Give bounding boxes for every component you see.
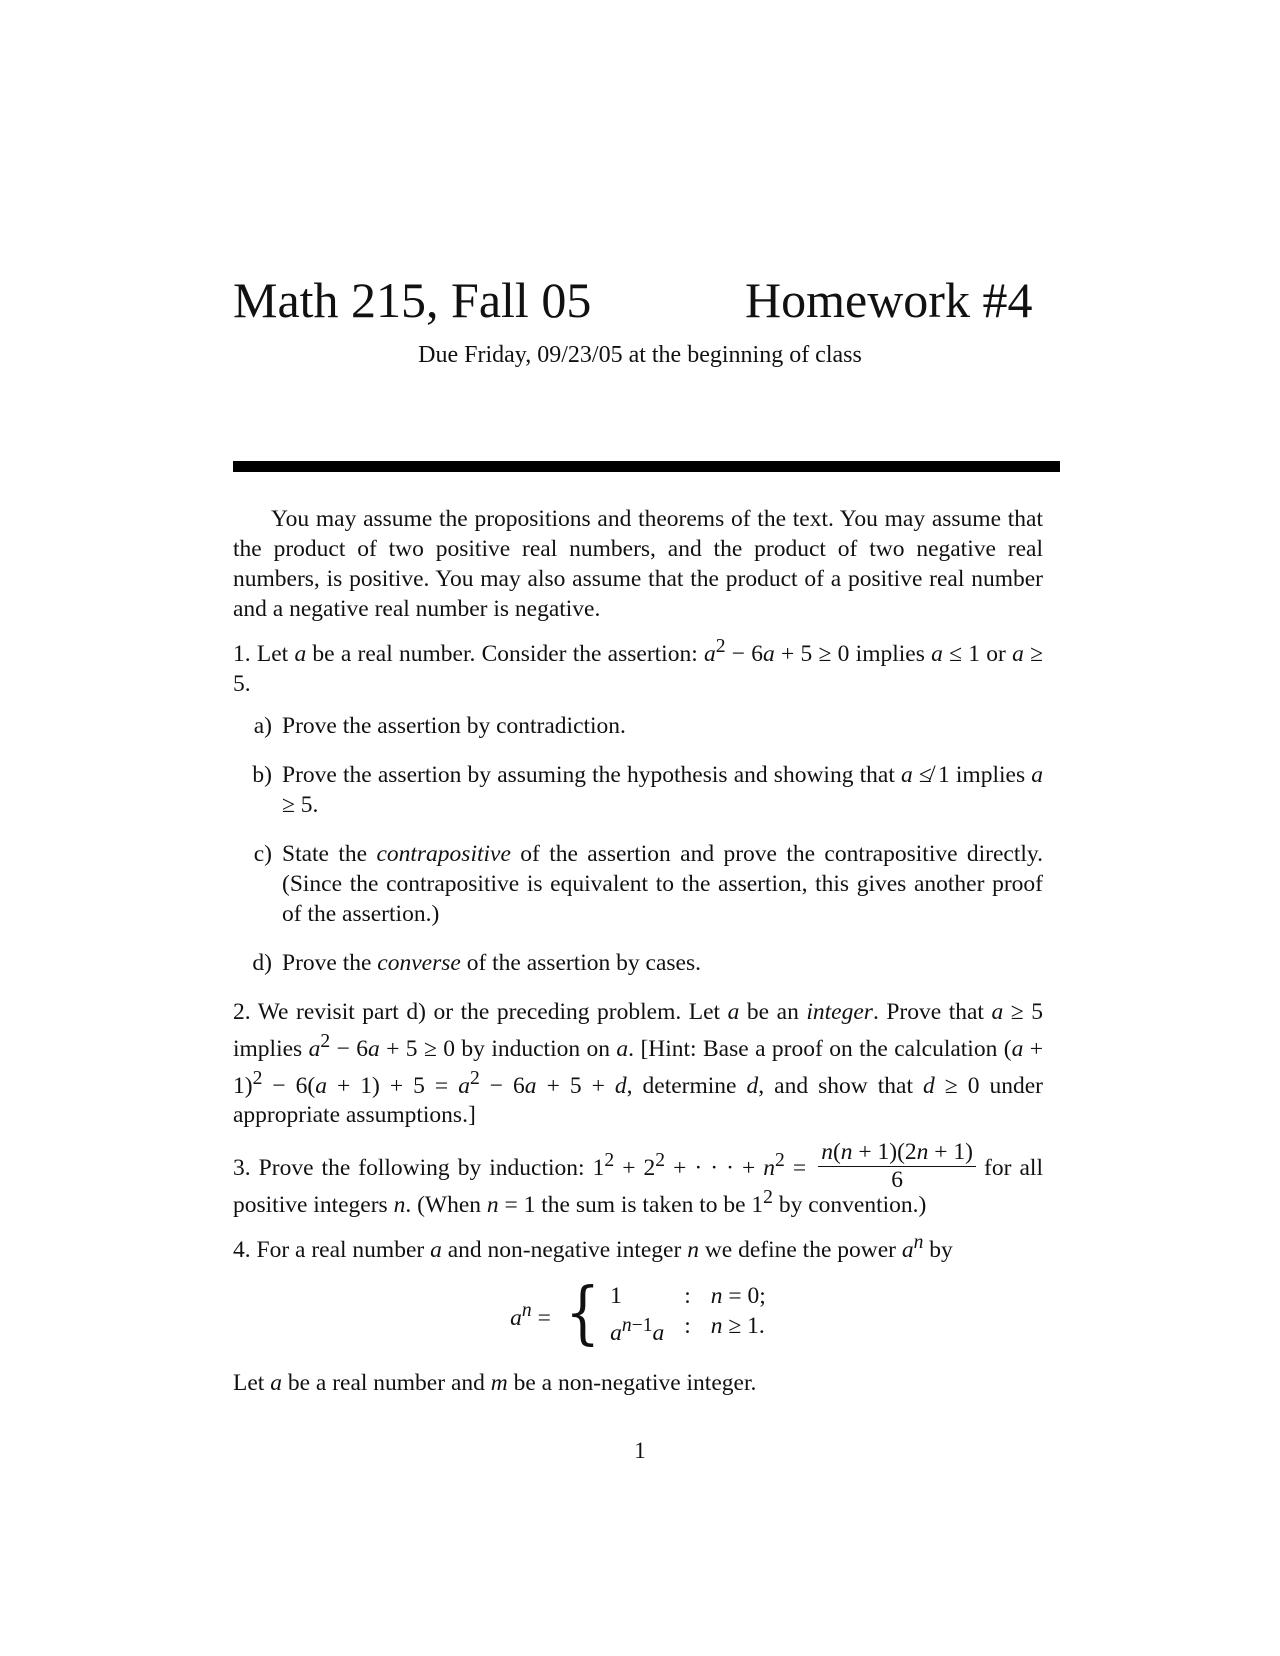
term-contrapositive: contrapositive [376,840,511,867]
left-brace: { [565,1274,600,1354]
part-d [233,948,1043,978]
part-c [233,839,1043,929]
part-c-text: State the contrapositive of the assertion and prove the contrapositive directly. (Since the contrapositive is equivalent to the assertion, this gives another proof of the assertion.) [282,840,1044,927]
part-d-text: Prove the converse of the assertion by cases. [282,949,701,976]
assignment-title: Homework #4 [745,272,1033,328]
sum-of-squares-fraction: $\frac{n(n + 1)(2n + 1)}{6}$ [818,1138,976,1193]
due-date: Due Friday, 09/23/05 at the beginning of class [418,342,862,368]
problem-4-continuation: Let a be a real number and m be a non-negative integer. [233,1369,757,1396]
problem-3: 3. Prove the following by induction: $1^2 + 2^2$ + · · · + $n^2$ = $\frac{n(n + 1)(2n + 1)}{6}$ for all positive integers n. (When n = 1 the sum is taken to be $1^2$ by convention.) [233,1139,1043,1219]
definition-cases: 1 : n = 0; $a^{n-1}a$ : n ≥ 1. [610,1283,766,1346]
part-label: a) [253,712,272,739]
problem-4-number: 4. [233,1237,251,1264]
problem-3-number: 3. [233,1155,251,1182]
problem-1-parts [233,711,1043,978]
part-label: d) [252,949,272,976]
term-integer: integer [806,998,873,1025]
part-a [233,711,1043,741]
problem-2: 2. We revisit part d) or the preceding problem. Let a be an integer. Prove that a ≥ 5 implies $a^2 - 6a + 5 \ge 0$ by induction on a. [Hint: Base a proof on the calculation $(a + 1)^2 - 6(a + 1) + 5 = a^2 - 6a + 5 + d$, determine d, and show that d ≥ 0 under appropriate assumptions.] [233,998,1043,1129]
part-a-text: Prove the assertion by contradiction. [282,712,626,739]
problem-2-number: 2. [233,998,251,1025]
part-b-text: Prove the assertion by assuming the hypothesis and showing that a ≰ 1 implies a ≥ 5. [282,761,1043,818]
problem-1: 1. Let a be a real number. Consider the assertion: $a^2 - 6a + 5 \ge 0$ implies a ≤ 1 or a ≥ 5. [233,636,1043,697]
problem-1-number: 1. [233,640,251,667]
part-b [233,760,1043,820]
course-title: Math 215, Fall 05 [233,272,592,328]
term-converse: converse [377,949,461,976]
part-label: c) [253,840,272,867]
part-label: b) [252,761,272,788]
power-definition: $a^n$ = { 1 : n = 0; $a^{n-1}a$ : n ≥ 1. [510,1274,766,1354]
page-number: 1 [634,1438,646,1463]
document-body [233,504,1043,1398]
intro-paragraph: You may assume the propositions and theorems of the text. You may assume that the product of two positive real numbers, and the product of two negative real numbers, is positive. You may also assume that the product of a positive real number and a negative real number is negative. [233,506,1043,622]
header-rule [233,461,1060,472]
problem-4: 4. For a real number a and non-negative integer n we define the power $a^n$ by [233,1232,953,1264]
